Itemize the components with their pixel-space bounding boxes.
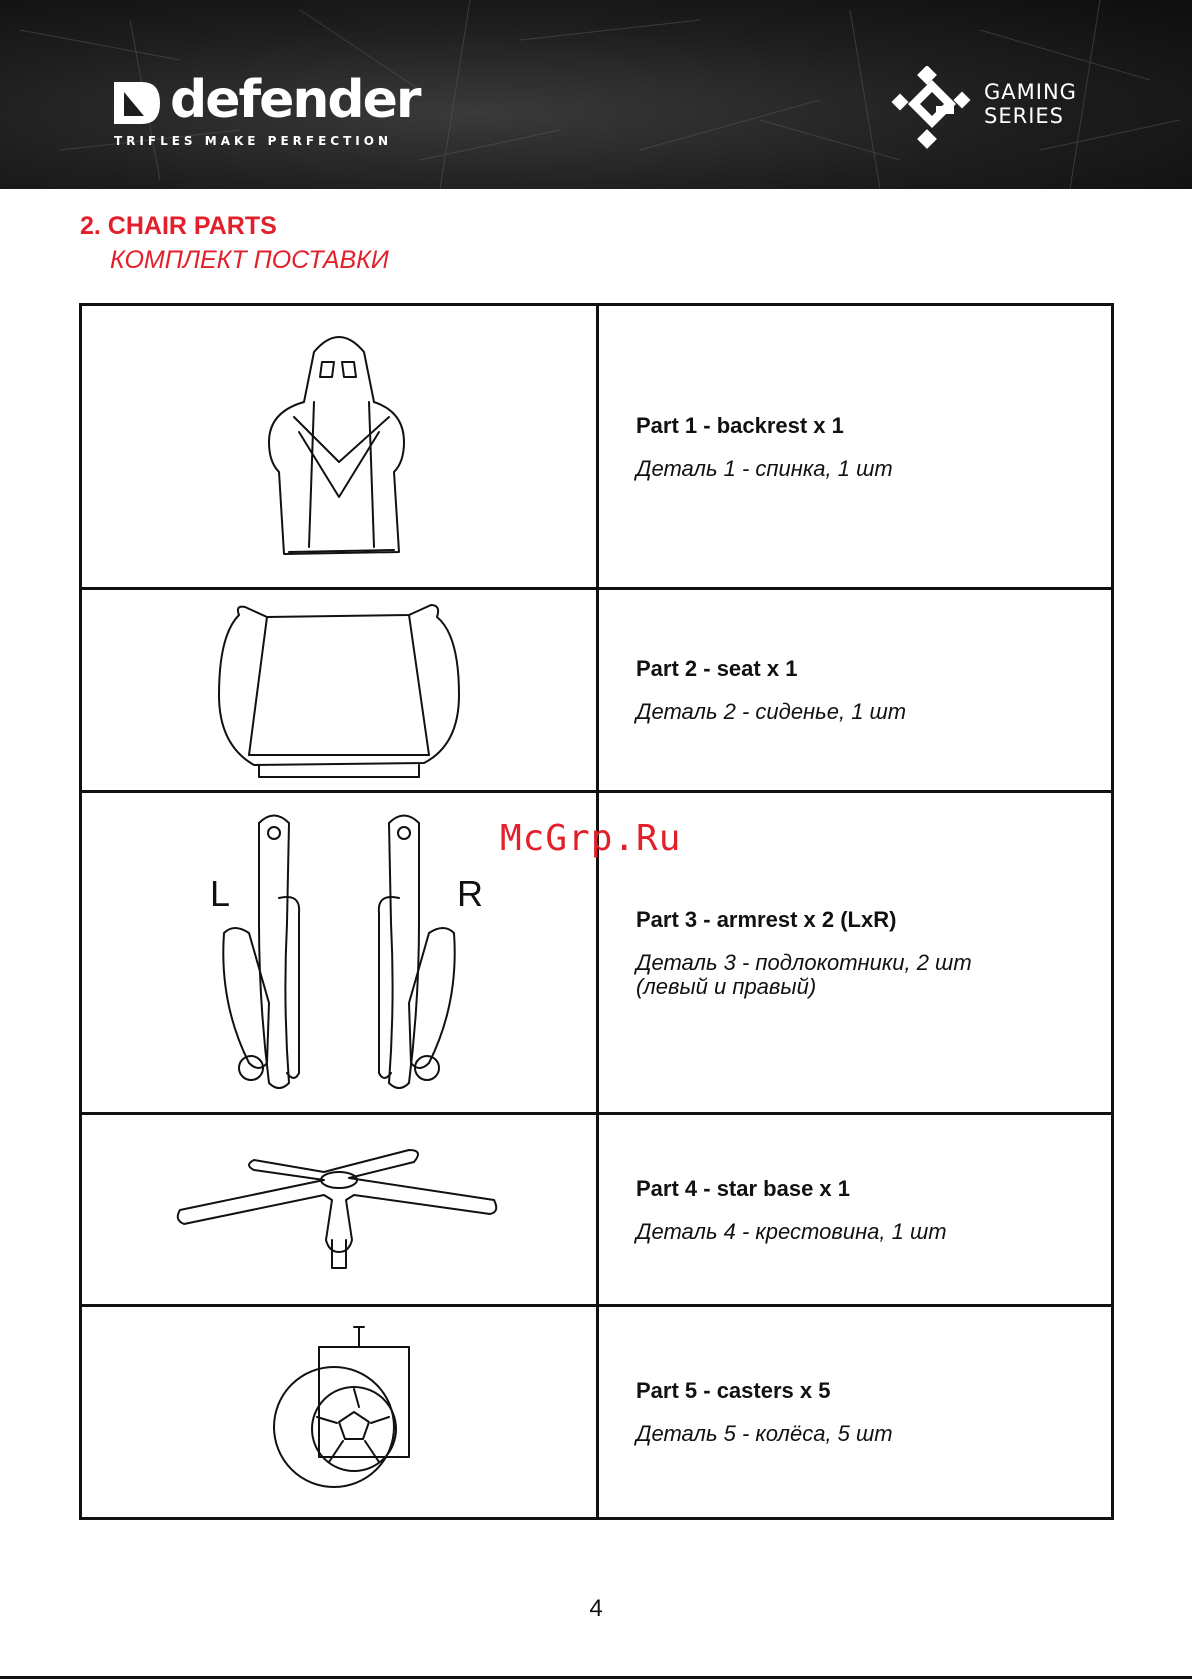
part-image-cell <box>81 1114 598 1306</box>
right-mark: R <box>457 873 483 914</box>
part-text-cell <box>598 1306 1113 1519</box>
table-row <box>81 1114 1113 1306</box>
defender-logo-icon <box>112 80 162 126</box>
series-line-2: SERIES <box>984 104 1064 128</box>
gaming-series-icon <box>890 66 974 150</box>
section-title: 2. CHAIR PARTS <box>80 212 277 240</box>
part-label: Part 3 - armrest x 2 (LxR) <box>636 906 897 932</box>
part-label: Part 5 - casters x 5 <box>636 1378 831 1403</box>
part-text-cell <box>598 1114 1113 1306</box>
page-header <box>0 0 1192 189</box>
part-ru: Деталь 4 - крестовина, 1 шт <box>636 1218 947 1244</box>
watermark: McGrp.Ru <box>500 818 682 859</box>
brand-tagline: TRIFLES MAKE PERFECTION <box>114 134 392 148</box>
table-row <box>81 305 1113 589</box>
part-ru: Деталь 2 - сиденье, 1 шт <box>636 699 907 724</box>
part-label: Part 4 - star base x 1 <box>636 1175 851 1201</box>
table-row <box>81 589 1113 792</box>
backrest-drawing-icon <box>254 322 424 572</box>
part-label: Part 2 - seat x 1 <box>636 656 798 681</box>
section-subtitle: КОМПЛЕКТ ПОСТАВКИ <box>110 246 389 274</box>
left-mark: L <box>210 873 231 914</box>
part-image-cell <box>81 589 598 792</box>
part-text-cell <box>598 305 1113 589</box>
page-number: 4 <box>589 1595 603 1622</box>
parts-table <box>79 303 1114 1520</box>
part-ru: Деталь 1 - спинка, 1 шт <box>636 455 893 481</box>
part-image-cell <box>81 1306 598 1519</box>
part-text-cell <box>598 589 1113 792</box>
armrest-drawing-icon <box>179 803 499 1103</box>
part-ru: Деталь 3 - подлокотники, 2 шт (левый и правый) <box>636 949 972 999</box>
gaming-series-logo <box>890 66 1077 154</box>
part-ru: Деталь 5 - колёса, 5 шт <box>636 1421 893 1446</box>
seat-drawing-icon <box>209 595 469 785</box>
part-image-cell <box>81 305 598 589</box>
brand-name: defender <box>170 70 420 130</box>
table-row <box>81 1306 1113 1519</box>
star-base-drawing-icon <box>174 1140 504 1280</box>
series-line-1: GAMING <box>984 80 1077 104</box>
gaming-series-text <box>984 80 1077 128</box>
caster-drawing-icon <box>259 1317 419 1507</box>
part-label: Part 1 - backrest x 1 <box>636 412 844 438</box>
